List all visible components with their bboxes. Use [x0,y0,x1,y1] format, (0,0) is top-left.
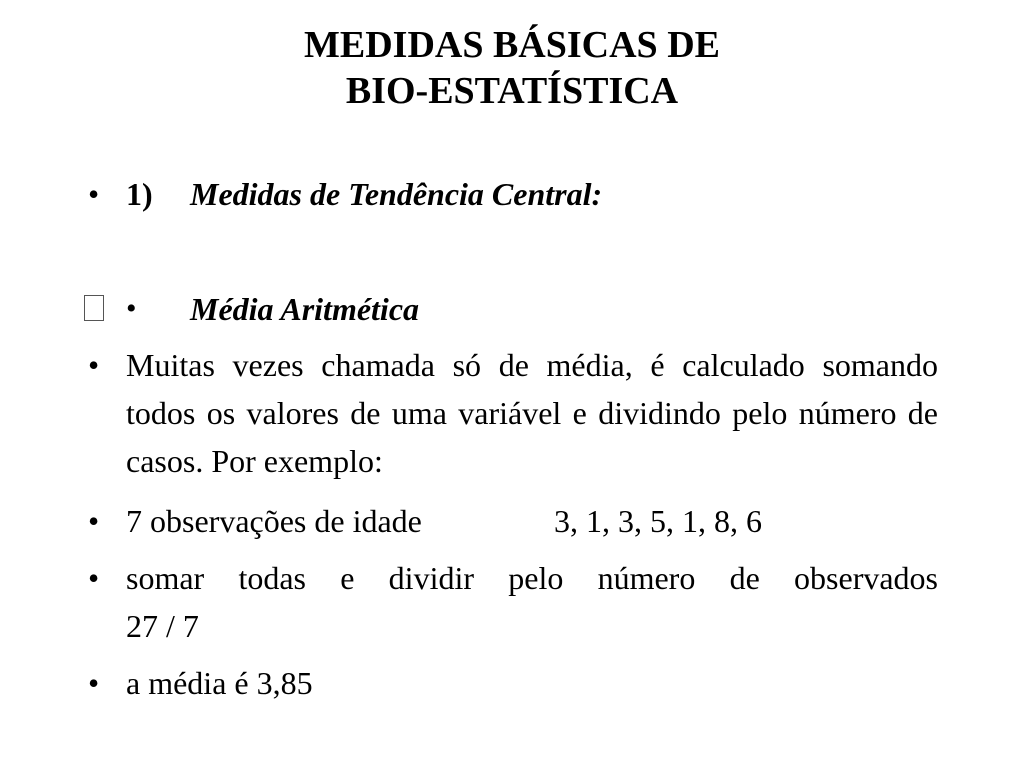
sum-step-text: somar todas e dividir pelo número de observados [126,560,938,596]
section-heading-row [0,170,1024,218]
title-line-2: BIO-ESTATÍSTICA [345,70,679,112]
example-values: 3, 1, 3, 5, 1, 8, 6 [554,503,762,539]
sum-step-fraction: 27 / 7 [126,608,199,644]
definition-row [0,341,1024,491]
example-row [0,497,1024,545]
sum-step-block [126,554,938,650]
example-label: 7 observações de idade [126,503,422,539]
subsection-heading-row [0,285,1024,333]
subsection-heading: Média Aritmética [190,291,420,327]
result-row [0,659,1024,707]
bullet-icon: • [88,347,100,383]
section-heading: Medidas de Tendência Central: [190,176,603,212]
definition-text: Muitas vezes chamada só de média, é calculado somando todos os valores de uma variável e dividindo pelo número de casos. Por exemplo: [126,347,938,479]
slide-title [0,22,1024,114]
bullet-icon: • [88,560,100,596]
sum-step-row [0,554,1024,654]
section-number: 1) [126,176,153,212]
bullet-icon: • [88,176,100,212]
bullet-icon: • [88,503,100,539]
bullet-icon: • [88,665,100,701]
missing-glyph-box-icon [84,295,104,321]
result-text: a média é 3,85 [126,665,313,701]
title-line-1: MEDIDAS BÁSICAS DE [304,24,720,66]
dot-bullet-icon: • [126,292,137,325]
